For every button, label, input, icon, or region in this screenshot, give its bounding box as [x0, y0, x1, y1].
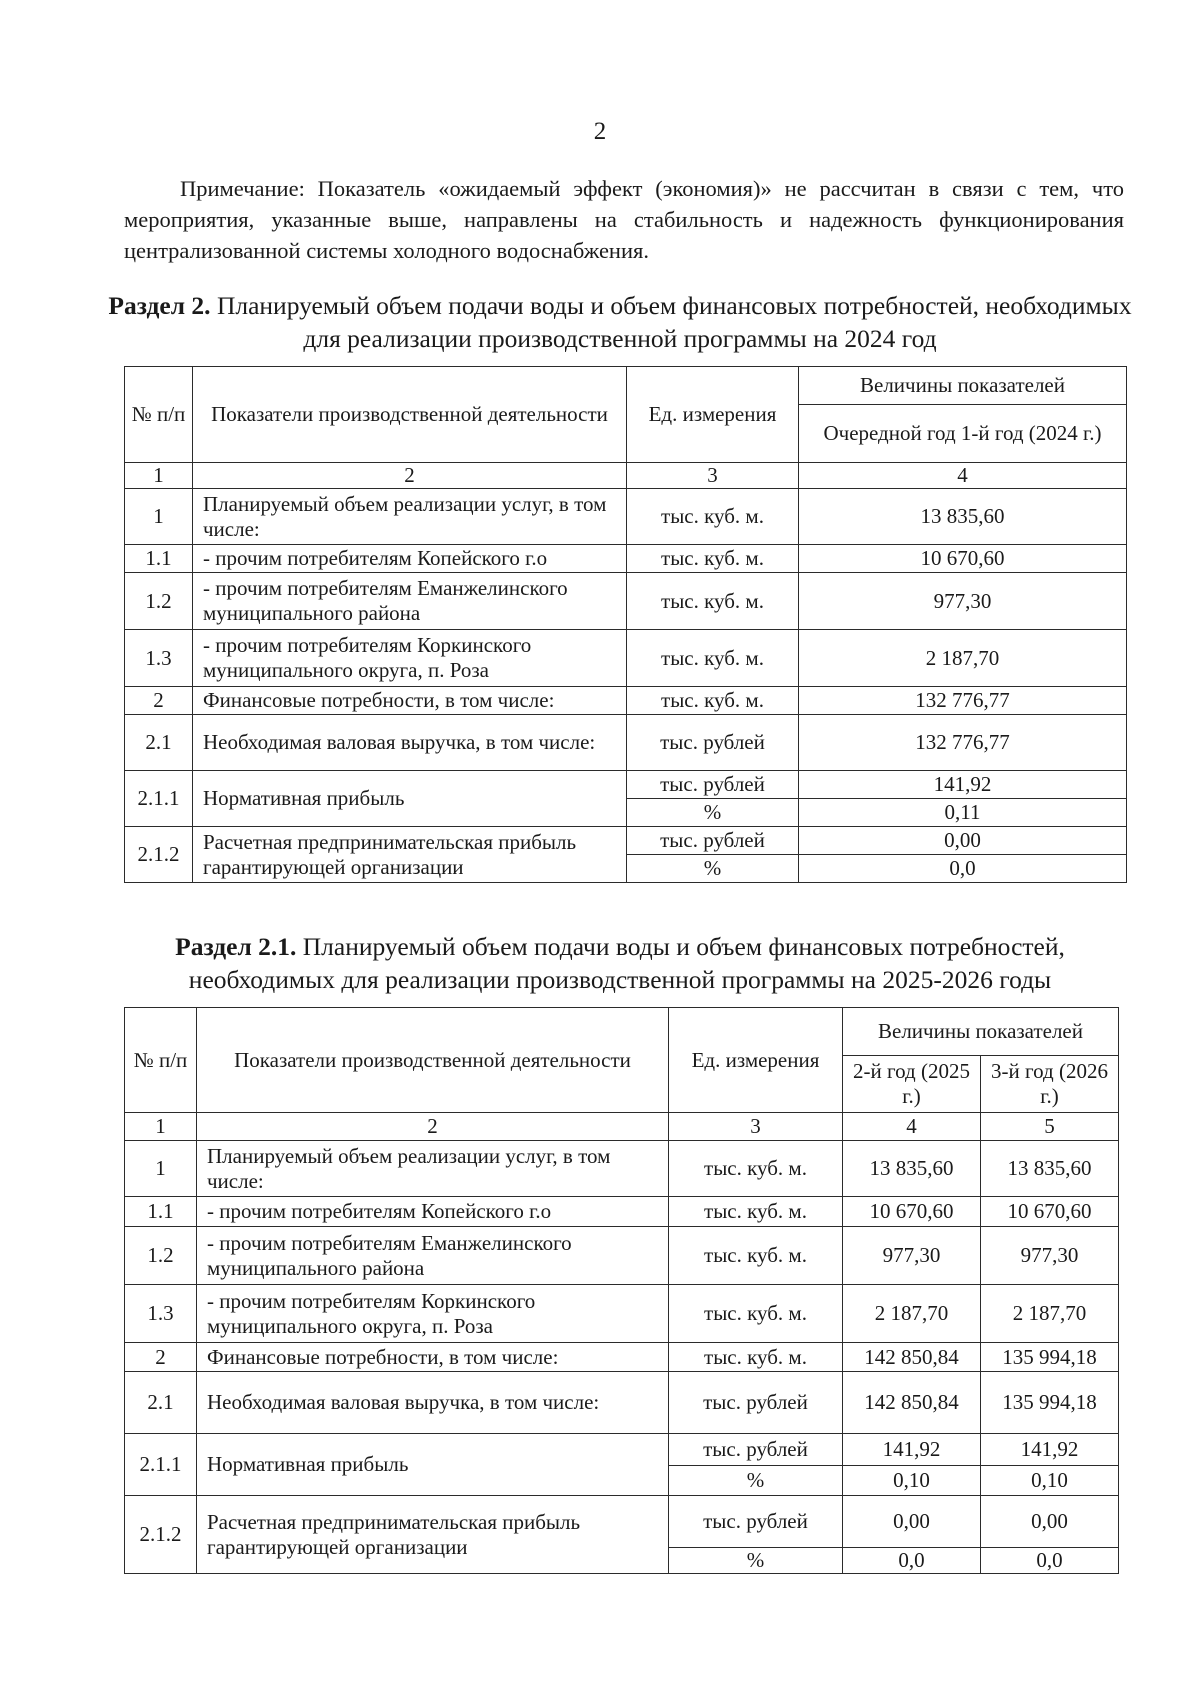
col-number: 3 [627, 463, 799, 489]
row-num: 2.1.2 [125, 1496, 197, 1574]
row-name: Нормативная прибыль [197, 1434, 669, 1496]
row-num: 1 [125, 489, 193, 545]
table-row [125, 1227, 1119, 1285]
row-value: 141,92 [799, 771, 1127, 799]
table-row [125, 687, 1127, 715]
row-value-2025: 0,10 [843, 1466, 981, 1496]
table-row [125, 1285, 1119, 1343]
row-unit: тыс. куб. м. [627, 489, 799, 545]
row-value-2026: 0,0 [981, 1548, 1119, 1574]
col-number: 1 [125, 1113, 197, 1141]
table-row [125, 1372, 1119, 1434]
row-name: Расчетная предпринимательская прибыль гарантирующей организации [197, 1496, 669, 1574]
row-unit: тыс. рублей [627, 771, 799, 799]
section-2-title-text: Планируемый объем подачи воды и объем финансовых потребностей, необходимых для реализации производственной программы на 2024 год [210, 291, 1132, 353]
table-row [125, 827, 1127, 855]
row-value: 132 776,77 [799, 687, 1127, 715]
page-number: 2 [593, 118, 607, 145]
row-value: 10 670,60 [799, 545, 1127, 573]
column-numbers-row [125, 1113, 1119, 1141]
row-value: 977,30 [799, 573, 1127, 630]
row-num: 1 [125, 1141, 197, 1197]
row-name: Необходимая валовая выручка, в том числе: [197, 1372, 669, 1434]
row-unit: тыс. куб. м. [627, 687, 799, 715]
header-unit: Ед. измерения [627, 367, 799, 463]
row-value-2026: 2 187,70 [981, 1285, 1119, 1343]
row-num: 1.1 [125, 1197, 197, 1227]
row-unit: тыс. куб. м. [669, 1141, 843, 1197]
table-row [125, 771, 1127, 799]
header-year-3: 3-й год (2026 г.) [981, 1056, 1119, 1113]
row-name: Необходимая валовая выручка, в том числе: [193, 715, 627, 771]
col-number: 2 [197, 1113, 669, 1141]
row-name: - прочим потребителям Копейского г.о [197, 1197, 669, 1227]
row-unit: тыс. куб. м. [627, 545, 799, 573]
table-row [125, 1141, 1119, 1197]
row-value-2025: 10 670,60 [843, 1197, 981, 1227]
row-num: 1.3 [125, 630, 193, 687]
row-value-2026: 10 670,60 [981, 1197, 1119, 1227]
table-row [125, 715, 1127, 771]
row-name: Планируемый объем реализации услуг, в том числе: [193, 489, 627, 545]
row-num: 2.1 [125, 715, 193, 771]
col-number: 4 [843, 1113, 981, 1141]
col-number: 2 [193, 463, 627, 489]
row-value-2026: 135 994,18 [981, 1372, 1119, 1434]
row-unit: тыс. рублей [669, 1496, 843, 1548]
row-num: 1.1 [125, 545, 193, 573]
row-num: 2.1 [125, 1372, 197, 1434]
row-num: 2.1.2 [125, 827, 193, 883]
section-2-1-title [100, 930, 1140, 996]
table-row [125, 1197, 1119, 1227]
row-unit: тыс. куб. м. [627, 573, 799, 630]
row-unit: тыс. куб. м. [669, 1343, 843, 1372]
row-unit: тыс. куб. м. [669, 1227, 843, 1285]
col-number: 1 [125, 463, 193, 489]
row-value-2025: 0,0 [843, 1548, 981, 1574]
row-unit: тыс. куб. м. [669, 1197, 843, 1227]
header-year-2: 2-й год (2025 г.) [843, 1056, 981, 1113]
table-row [125, 489, 1127, 545]
row-value-2026: 0,00 [981, 1496, 1119, 1548]
row-unit: тыс. рублей [669, 1434, 843, 1466]
header-num: № п/п [125, 367, 193, 463]
row-value-2026: 135 994,18 [981, 1343, 1119, 1372]
row-unit: тыс. рублей [669, 1372, 843, 1434]
table-row [125, 630, 1127, 687]
table-row [125, 1434, 1119, 1466]
row-name: - прочим потребителям Еманжелинского муниципального района [193, 573, 627, 630]
table-row [125, 573, 1127, 630]
section-2-table [124, 366, 1127, 883]
row-value-2025: 13 835,60 [843, 1141, 981, 1197]
header-indicator: Показатели производственной деятельности [193, 367, 627, 463]
row-value-2025: 977,30 [843, 1227, 981, 1285]
row-name: Расчетная предпринимательская прибыль гарантирующей организации [193, 827, 627, 883]
row-value: 132 776,77 [799, 715, 1127, 771]
row-value-2026: 13 835,60 [981, 1141, 1119, 1197]
col-number: 5 [981, 1113, 1119, 1141]
row-name: Планируемый объем реализации услуг, в том числе: [197, 1141, 669, 1197]
header-values: Величины показателей [843, 1008, 1119, 1056]
row-name: - прочим потребителям Еманжелинского муниципального района [197, 1227, 669, 1285]
row-value-2026: 0,10 [981, 1466, 1119, 1496]
header-unit: Ед. измерения [669, 1008, 843, 1113]
row-name: - прочим потребителям Копейского г.о [193, 545, 627, 573]
note-paragraph: Примечание: Показатель «ожидаемый эффект (экономия)» не рассчитан в связи с тем, что мероприятия, указанные выше, направлены на стабильность и надежность функционирования централизованной системы холодного водоснабжения. [124, 176, 1124, 263]
row-value-2026: 977,30 [981, 1227, 1119, 1285]
row-num: 2 [125, 687, 193, 715]
row-unit: % [669, 1466, 843, 1496]
row-num: 1.2 [125, 1227, 197, 1285]
table-row [125, 545, 1127, 573]
row-value-2025: 2 187,70 [843, 1285, 981, 1343]
row-unit: % [627, 855, 799, 883]
row-value-2026: 141,92 [981, 1434, 1119, 1466]
row-value: 0,0 [799, 855, 1127, 883]
section-2-title-bold: Раздел 2. [108, 291, 211, 320]
row-value: 0,00 [799, 827, 1127, 855]
col-number: 4 [799, 463, 1127, 489]
row-num: 2.1.1 [125, 771, 193, 827]
row-value-2025: 142 850,84 [843, 1343, 981, 1372]
table-row [125, 1496, 1119, 1548]
row-unit: % [669, 1548, 843, 1574]
row-num: 2 [125, 1343, 197, 1372]
header-values: Величины показателей [799, 367, 1127, 405]
row-value-2025: 142 850,84 [843, 1372, 981, 1434]
row-name: Нормативная прибыль [193, 771, 627, 827]
header-indicator: Показатели производственной деятельности [197, 1008, 669, 1113]
row-name: - прочим потребителям Коркинского муниципального округа, п. Роза [193, 630, 627, 687]
section-2-1-title-text: Планируемый объем подачи воды и объем финансовых потребностей, необходимых для реализации производственной программы на 2025-2026 годы [188, 932, 1065, 994]
header-year-1: Очередной год 1-й год (2024 г.) [799, 405, 1127, 463]
col-number: 3 [669, 1113, 843, 1141]
row-unit: тыс. куб. м. [669, 1285, 843, 1343]
row-value-2025: 0,00 [843, 1496, 981, 1548]
row-unit: % [627, 799, 799, 827]
row-unit: тыс. куб. м. [627, 630, 799, 687]
row-value: 13 835,60 [799, 489, 1127, 545]
header-num: № п/п [125, 1008, 197, 1113]
row-unit: тыс. рублей [627, 827, 799, 855]
section-2-1-title-bold: Раздел 2.1. [175, 932, 297, 961]
row-name: Финансовые потребности, в том числе: [197, 1343, 669, 1372]
row-num: 2.1.1 [125, 1434, 197, 1496]
row-name: Финансовые потребности, в том числе: [193, 687, 627, 715]
row-num: 1.3 [125, 1285, 197, 1343]
row-value: 0,11 [799, 799, 1127, 827]
section-2-title [100, 289, 1140, 355]
row-name: - прочим потребителям Коркинского муниципального округа, п. Роза [197, 1285, 669, 1343]
row-num: 1.2 [125, 573, 193, 630]
table-row [125, 1343, 1119, 1372]
section-2-1-table [124, 1007, 1119, 1574]
column-numbers-row [125, 463, 1127, 489]
row-value-2025: 141,92 [843, 1434, 981, 1466]
row-unit: тыс. рублей [627, 715, 799, 771]
row-value: 2 187,70 [799, 630, 1127, 687]
